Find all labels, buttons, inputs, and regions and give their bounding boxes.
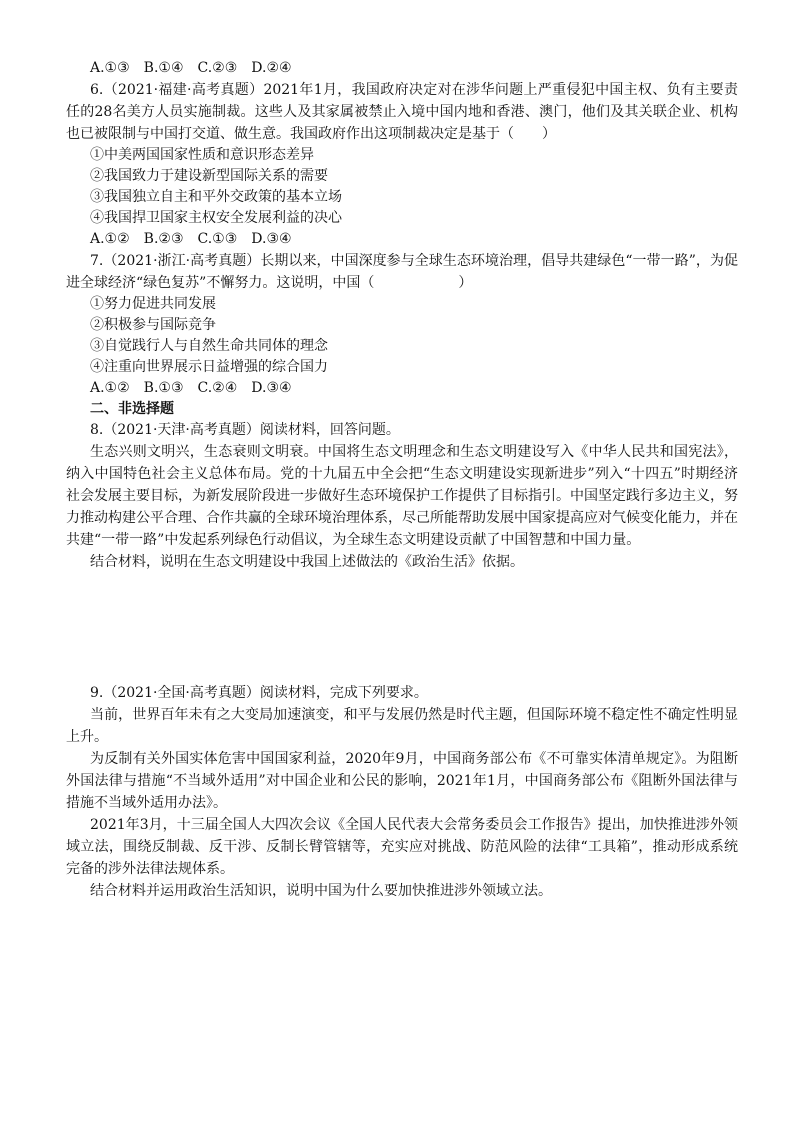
document-page	[66, 58, 738, 902]
q6-options: A.①② B.②③ C.①③ D.③④	[90, 231, 292, 247]
q6-item-4: ④我国捍卫国家主权安全发展利益的决心	[90, 210, 342, 226]
q6-item-2: ②我国致力于建设新型国际关系的需要	[90, 168, 328, 184]
q5-options: A.①③ B.①④ C.②③ D.②④	[90, 60, 292, 76]
q9-paragraph-3: 2021年3月，十三届全国人大四次会议《全国人民代表大会常务委员会工作报告》提出，加快推进涉外领域立法，围绕反制裁、反干涉、反制长臂管辖等，充实应对挑战、防范风险的法律“工具箱”，推动形成系统完备的涉外法律法规体系。	[66, 817, 738, 877]
q7-stem: 7.（2021·浙江·高考真题）长期以来，中国深度参与全球生态环境治理，倡导共建绿色“一带一路”，为促进全球经济“绿色复苏”不懈努力。这说明，中国（ ）	[66, 253, 738, 291]
section-heading: 二、非选择题	[90, 401, 174, 417]
q8-question: 结合材料，说明在生态文明建设中我国上述做法的《政治生活》依据。	[90, 554, 524, 570]
q7-item-2: ②积极参与国际竞争	[90, 317, 216, 333]
q6-item-3: ③我国独立自主和平外交政策的基本立场	[90, 189, 342, 205]
q9-question: 结合材料并运用政治生活知识，说明中国为什么要加快推进涉外领域立法。	[90, 883, 552, 899]
q6-item-1: ①中美两国国家性质和意识形态差异	[90, 147, 314, 163]
q8-stem: 8.（2021·天津·高考真题）阅读材料，回答问题。	[90, 422, 400, 438]
q8-material: 生态兴则文明兴，生态衰则文明衰。中国将生态文明理念和生态文明建设写入《中华人民共和国宪法》，纳入中国特色社会主义总体布局。党的十九届五中全会把“生态文明建设实现新进步”列入“十四五”时期经济社会发展主要目标，为新发展阶段进一步做好生态环境保护工作提供了目标指引。中国坚定践行多边主义，努力推动构建公平合理、合作共赢的全球环境治理体系，尽己所能帮助发展中国家提高应对气候变化能力，并在共建“一带一路”中发起系列绿色行动倡议，为全球生态文明建设贡献了中国智慧和中国力量。	[66, 444, 738, 548]
q6-stem: 6.（2021·福建·高考真题）2021年1月，我国政府决定对在涉华问题上严重侵犯中国主权、负有主要责任的28名美方人员实施制裁。这些人及其家属被禁止入境中国内地和香港、澳门，他们及其关联企业、机构也已被限制与中国打交道、做生意。我国政府作出这项制裁决定是基于（ ）	[66, 82, 738, 142]
q9-paragraph-1: 当前，世界百年未有之大变局加速演变，和平与发展仍然是时代主题，但国际环境不稳定性不确定性明显上升。	[66, 707, 738, 745]
q9-stem: 9.（2021·全国·高考真题）阅读材料，完成下列要求。	[90, 685, 428, 701]
answer-space	[66, 573, 738, 683]
q7-item-1: ①努力促进共同发展	[90, 296, 216, 312]
q7-item-4: ④注重向世界展示日益增强的综合国力	[90, 359, 328, 375]
q9-paragraph-2: 为反制有关外国实体危害中国国家利益，2020年9月，中国商务部公布《不可靠实体清单规定》。为阻断外国法律与措施“不当域外适用”对中国企业和公民的影响，2021年1月，中国商务部公布《阻断外国法律与措施不当域外适用办法》。	[66, 751, 738, 811]
q7-options: A.①② B.①③ C.②④ D.③④	[90, 380, 292, 396]
q7-item-3: ③自觉践行人与自然生命共同体的理念	[90, 338, 328, 354]
